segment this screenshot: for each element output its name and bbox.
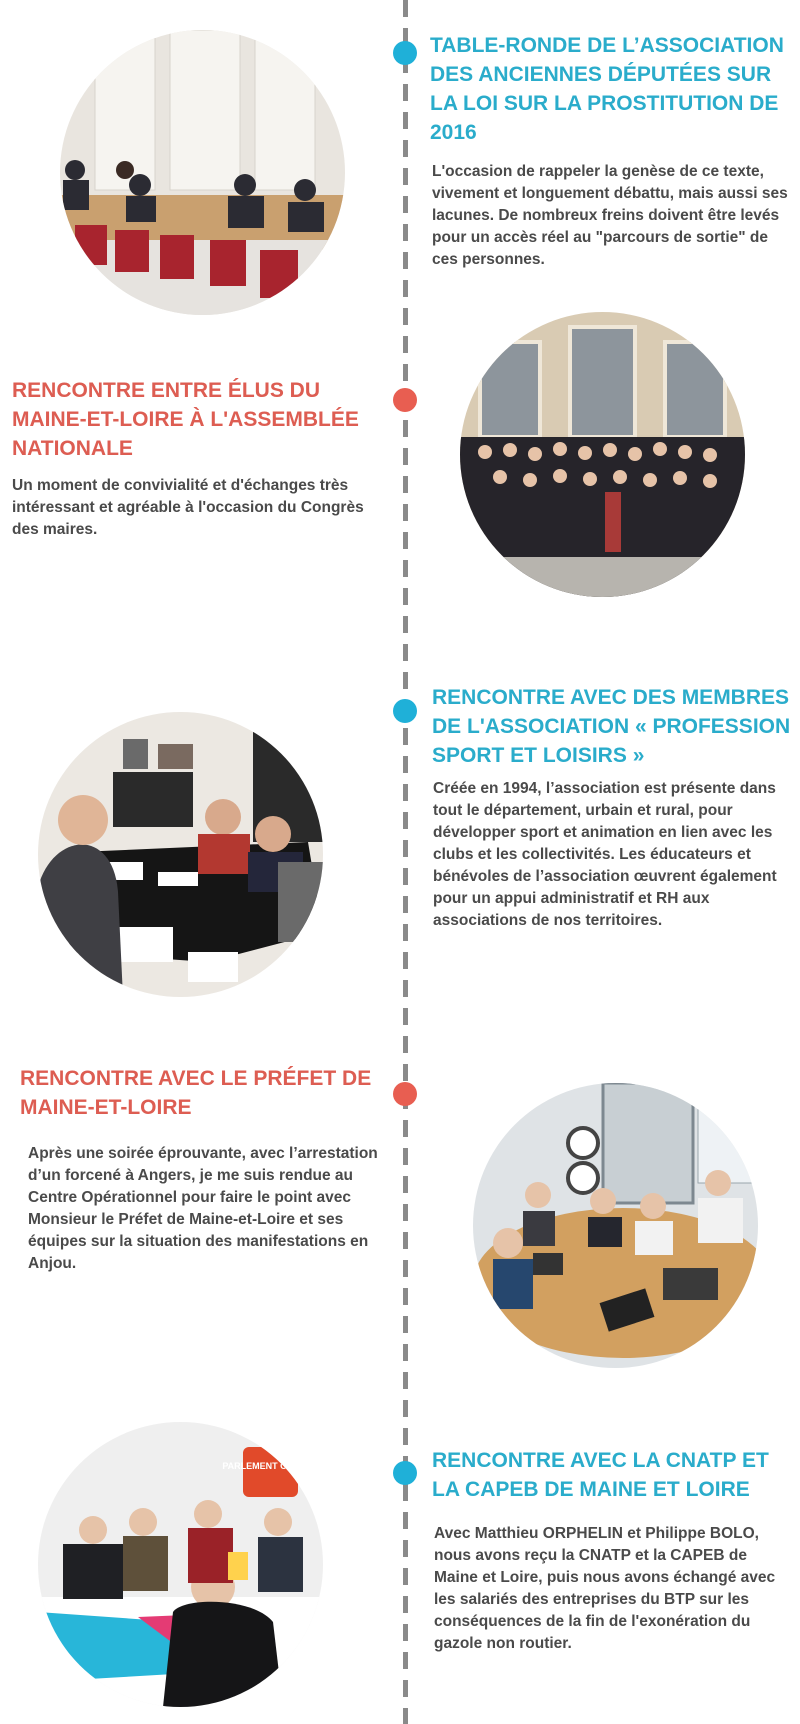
photo-prefet [473,1083,758,1368]
entry-title: RENCONTRE AVEC LA CNATP ET LA CAPEB DE MAINE ET LOIRE [432,1449,769,1501]
photo-profession-sport [38,712,323,997]
photo-group-assemblee [460,312,745,597]
entry-text: Avec Matthieu ORPHELIN et Philippe BOLO, nous avons reçu la CNATP et la CAPEB de Maine et Loire, puis nous avons échangé avec les salariés des entreprises du BTP sur les conséquences de la fin de l'exonération du gazole non routier. [434,1525,776,1652]
entry-title: RENCONTRE ENTRE ÉLUS DU MAINE-ET-LOIRE À L'ASSEMBLÉE NATIONALE [12,379,359,460]
entry-title: RENCONTRE AVEC LE PRÉFET DE MAINE-ET-LOIRE [20,1067,372,1119]
timeline-dot [393,1082,417,1106]
entry-text: L'occasion de rappeler la genèse de ce texte, vivement et longuement débattu, mais aussi ses lacunes. De nombreux freins doivent être levés pour un accès réel au "parcours de sortie" de ces personnes. [432,163,788,268]
entry-text: Créée en 1994, l’association est présente dans tout le département, urbain et rural, pour développer sport et animation en lien avec les clubs et les collectivités. Les éducateurs et bénévoles de l’association œuvrent également pour un appui administratif et RH aux associations de nos territoires. [433,780,777,929]
timeline-dot [393,388,417,412]
timeline-dot [393,1461,417,1485]
timeline-dot [393,41,417,65]
photo-table-ronde [60,30,345,315]
photo-cnatp-capeb [38,1422,323,1707]
entry-text: Un moment de convivialité et d'échanges très intéressant et agréable à l'occasion du Congrès des maires. [12,477,364,538]
timeline-dot [393,699,417,723]
entry-title: TABLE-RONDE DE L’ASSOCIATION DES ANCIENNES DÉPUTÉES SUR LA LOI SUR LA PROSTITUTION DE 2016 [430,34,784,144]
sign-parlement-ouvert: PARLEMENT OUVERT [222,1461,318,1471]
entry-title: RENCONTRE AVEC DES MEMBRES DE L'ASSOCIATION « PROFESSION SPORT ET LOISIRS » [432,686,791,767]
entry-text: Après une soirée éprouvante, avec l’arrestation d’un forcené à Angers, je me suis rendue au Centre Opérationnel pour faire le point avec Monsieur le Préfet de Maine-et-Loire et ses équipes sur la situation des manifestations en Anjou. [28,1145,378,1272]
